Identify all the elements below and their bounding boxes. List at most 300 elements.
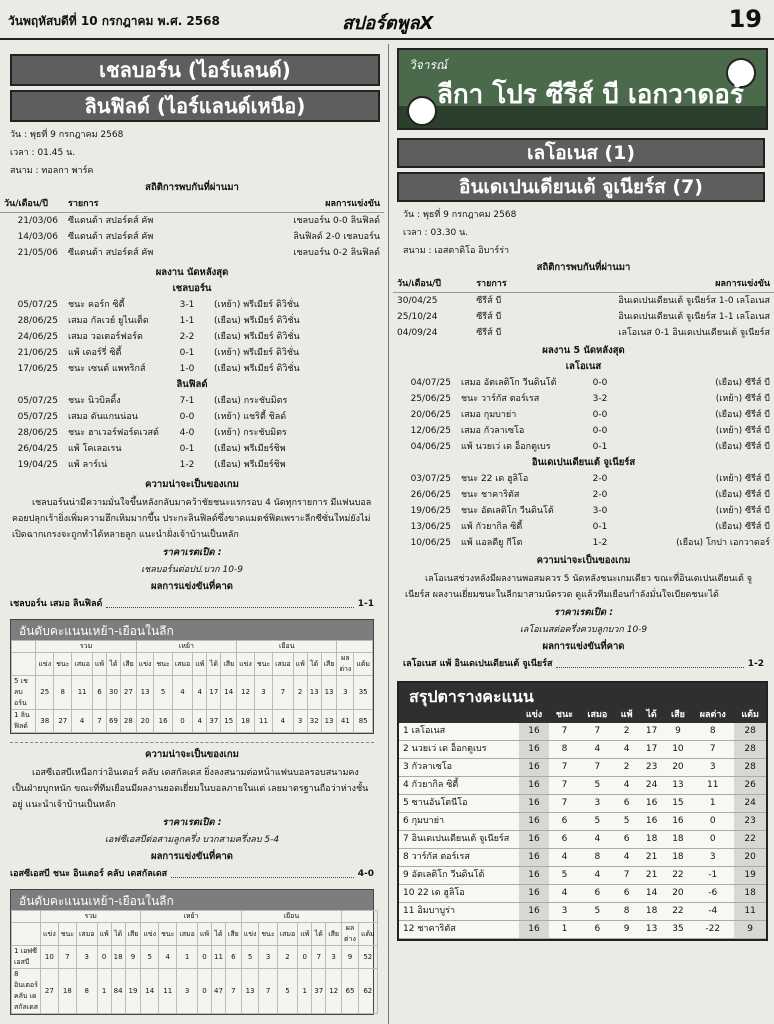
stat-cell: 13 <box>639 921 665 939</box>
column-header: แข่ง <box>36 653 54 676</box>
stat-cell: 7 <box>58 946 76 969</box>
column-header: แต้ม <box>358 923 377 946</box>
form-date: 04/07/25 <box>410 378 451 388</box>
team-name: 9 อัตเลติโก วีนดินโต้ <box>399 867 519 885</box>
analysis-title: ความน่าจะเป็นของเกม <box>145 749 239 760</box>
standings-col-row <box>12 653 373 676</box>
odds-text: เอฟซีเอสบีต่อสามลูกครึ่ง บวกสามครึ่งลบ 5-4 <box>104 835 280 845</box>
form-comp: (เยือน) พรีเมียร์ ดิวิชั่น <box>214 332 300 342</box>
form-comp: (เยือน) พรีเมียร์ชิพ <box>214 460 286 470</box>
standings-col-row <box>12 923 378 946</box>
column-header: เสมอ <box>77 923 97 946</box>
stat-cell: 11 <box>72 676 92 710</box>
blank-cell <box>12 923 41 946</box>
stat-cell: 35 <box>354 676 373 710</box>
form-comp: (เหย้า) กระชับมิตร <box>214 428 287 438</box>
stat-cell: 6 <box>580 921 615 939</box>
stat-cell: 69 <box>107 710 121 733</box>
stat-cell: 0 <box>691 831 734 849</box>
h2h-date: 30/04/25 <box>397 296 438 306</box>
stat-cell: 28 <box>734 759 766 777</box>
stat-cell: 62 <box>358 969 377 1014</box>
stat-cell: 23 <box>734 813 766 831</box>
column-header: ได้ <box>212 923 226 946</box>
column-header: เสีย <box>665 707 692 723</box>
stat-cell: 37 <box>207 710 221 733</box>
group-total: รวม <box>36 641 136 653</box>
blank-cell <box>399 707 519 723</box>
form-result: ชนะ คอร์ก ซิตี้ <box>68 300 125 310</box>
form-result: ชนะ 22 เด ฮูลิโอ <box>461 474 529 484</box>
match-time: เวลา : 03.30 น. <box>403 228 469 238</box>
table-row <box>12 946 378 969</box>
stat-cell: 27 <box>120 676 136 710</box>
stat-cell: 3 <box>549 903 580 921</box>
table-row <box>0 313 384 329</box>
h2h-table <box>393 276 774 341</box>
stat-cell: 16 <box>519 795 549 813</box>
stat-cell: 20 <box>734 849 766 867</box>
analysis-text: เลโอเนสช่วงหลังมีผลงานพอสมควร 5 นัดหลังชนะเกมเดียว ขณะที่อินเดเปนเดียนเต้ จูเนียร์ส ผลงานเยี่ยมชนะในลีกมาสามนัดรวด ดูแล้วทีมเยือนกำลังมั่นใจเบียดชนะได้ <box>405 574 752 600</box>
form-comp: (เหย้า) พรีเมียร์ ดิวิชั่น <box>214 300 300 310</box>
stat-cell: 13 <box>307 676 321 710</box>
odds-title: ราคาเรตเปิด : <box>162 817 222 828</box>
form-comp: (เยือน) ซีรีส์ บี <box>715 410 770 420</box>
form-score: 1-0 <box>179 364 195 374</box>
prediction-score: 1-1 <box>357 599 374 609</box>
stat-cell: 3 <box>580 795 615 813</box>
stat-cell: 8 <box>549 741 580 759</box>
form-result: ชนะ อัตเลติโก วีนดินโต้ <box>461 506 554 516</box>
team-name: 1 เอฟซีเอสบี <box>12 946 41 969</box>
stat-cell: 17 <box>207 676 221 710</box>
stat-cell: 16 <box>519 741 549 759</box>
section-divider <box>10 742 374 743</box>
column-header: เสมอ <box>177 923 197 946</box>
stat-cell: 18 <box>58 969 76 1014</box>
group-home: เหย้า <box>136 641 236 653</box>
stat-cell: 23 <box>639 759 665 777</box>
column-header: เสมอ <box>172 653 192 676</box>
stat-cell: 15 <box>665 795 692 813</box>
stat-cell: 7 <box>580 759 615 777</box>
h2h-result: เชลบอร์น 0-0 ลินฟิลด์ <box>293 216 380 226</box>
page-number: 19 <box>728 5 762 33</box>
stat-cell: 4 <box>193 676 207 710</box>
left-column <box>0 44 384 1024</box>
column-header: แพ้ <box>197 923 211 946</box>
form-comp: (เยือน) พรีเมียร์ ดิวิชั่น <box>214 316 300 326</box>
table-row <box>393 293 774 310</box>
stat-cell: 16 <box>519 831 549 849</box>
stat-cell: 4 <box>549 849 580 867</box>
stat-cell: 8 <box>77 969 97 1014</box>
form-result: แพ้ กัวยากิล ซิตี้ <box>461 522 523 532</box>
column-header: แพ้ <box>193 653 207 676</box>
stat-cell: 4 <box>615 849 639 867</box>
team2-form-name: อินเดเปนเดียนเต้ จูเนียร์ส <box>531 457 636 468</box>
column-header: ชนะ <box>549 707 580 723</box>
table-row <box>0 297 384 313</box>
form-date: 26/04/25 <box>17 444 58 454</box>
column-header: แต้ม <box>354 653 373 676</box>
form-date: 26/06/25 <box>410 490 451 500</box>
form-date: 17/06/25 <box>17 364 58 374</box>
stat-cell: 16 <box>519 759 549 777</box>
stat-cell: 4 <box>615 777 639 795</box>
stat-cell: 19 <box>734 867 766 885</box>
form-score: 2-0 <box>592 490 608 500</box>
odds-title: ราคาเรตเปิด : <box>162 547 222 558</box>
h2h-date: 14/03/06 <box>17 232 58 242</box>
h2h-col-comp: รายการ <box>64 196 223 213</box>
team-name: 4 กัวยากิล ซิตี้ <box>399 777 519 795</box>
stat-cell: 18 <box>665 831 692 849</box>
form-result: แพ้ ลาร์เน่ <box>68 460 108 470</box>
form-comp: (เหย้า) ซีรีส์ บี <box>715 426 770 436</box>
h2h-comp: ซีแตนต้า สปอร์ตส์ คัพ <box>68 232 154 242</box>
h2h-col-date: วัน/เดือน/ปี <box>393 276 472 293</box>
stat-cell: 22 <box>734 831 766 849</box>
stat-cell: 7 <box>549 723 580 741</box>
stat-cell: 11 <box>691 777 734 795</box>
form-comp: (เยือน) พรีเมียร์ชิพ <box>214 444 286 454</box>
prediction <box>0 865 384 883</box>
form-result: ชนะ เซนต์ แพทริกส์ <box>68 364 146 374</box>
stat-cell: 5 <box>615 813 639 831</box>
h2h-header <box>393 276 774 293</box>
form-date: 28/06/25 <box>17 428 58 438</box>
match-info <box>393 206 774 260</box>
team-name: 8 อินเตอร์ คลับ เดสกัลเดส <box>12 969 41 1014</box>
column-header: ได้ <box>312 923 326 946</box>
stat-cell: 6 <box>615 885 639 903</box>
stat-cell: 7 <box>259 969 277 1014</box>
team2-form-table <box>393 471 774 551</box>
stat-cell: 0 <box>197 969 211 1014</box>
table-row <box>393 439 774 455</box>
stat-cell: 14 <box>141 969 159 1014</box>
table-row <box>399 795 766 813</box>
stat-cell: 85 <box>354 710 373 733</box>
prediction <box>0 595 384 613</box>
column-divider <box>388 44 389 1024</box>
form-result: ชนะ วาร์กัส ตอร์เรส <box>461 394 540 404</box>
prediction <box>393 655 774 673</box>
stat-cell: 5 <box>154 676 172 710</box>
stat-cell: 5 <box>580 777 615 795</box>
stat-cell: 20 <box>665 759 692 777</box>
analysis-text: เอสซีเอสบีเหนือกว่าอินเตอร์ คลับ เดสกัลเดส ยิ่งลงสนามต่อหน้าแฟนบอลรอบสนามคงเป็นฝ่ายบุกหนัก ขณะที่ทีมเยือนมีผลงานยอดเยี่ยมในบอลภายในแต่ เลยมาตรฐานถือว่าห่างชั้นอยู่ แนะนำเจ้าบ้านเป็นหลัก <box>12 768 369 810</box>
team2-form-table <box>0 393 384 473</box>
table-row <box>0 229 384 245</box>
form-comp: (เยือน) ซีรีส์ บี <box>715 378 770 388</box>
column-header: แข่ง <box>136 653 154 676</box>
stat-cell: 30 <box>107 676 121 710</box>
blank-cell <box>337 641 373 653</box>
column-header: แข่ง <box>241 923 259 946</box>
form-comp: (เหย้า) ซีรีส์ บี <box>715 506 770 516</box>
form-score: 0-0 <box>179 412 195 422</box>
standings-table <box>11 640 373 733</box>
team-name: 6 กุมบาย่า <box>399 813 519 831</box>
stat-cell: 6 <box>580 885 615 903</box>
stat-cell: 6 <box>225 946 241 969</box>
table-row <box>399 723 766 741</box>
table-row <box>399 921 766 939</box>
stat-cell: 25 <box>36 676 54 710</box>
stat-cell: 18 <box>639 903 665 921</box>
stat-cell: -6 <box>691 885 734 903</box>
league-standings-box <box>10 619 374 734</box>
stat-cell: 11 <box>254 710 272 733</box>
stat-cell: 3 <box>337 676 354 710</box>
stat-cell: 4 <box>172 676 192 710</box>
column-header: ชนะ <box>159 923 177 946</box>
h2h-comp: ซีแตนต้า สปอร์ตส์ คัพ <box>68 216 154 226</box>
stat-cell: 16 <box>519 777 549 795</box>
h2h-comp: ซีรีส์ บี <box>476 328 502 338</box>
team1-form-table <box>0 297 384 377</box>
stat-cell: 8 <box>54 676 72 710</box>
form-date: 21/06/25 <box>17 348 58 358</box>
stat-cell: 1 <box>177 946 197 969</box>
stat-cell: 16 <box>519 885 549 903</box>
team-name: 1 เลโอเนส <box>399 723 519 741</box>
team1-form-name: เชลบอร์น <box>172 283 212 294</box>
stat-cell: 4 <box>580 867 615 885</box>
h2h-result: อินเดเปนเดียนเต้ จูเนียร์ส 1-1 เลโอเนส <box>618 312 770 322</box>
column-header: เสมอ <box>273 653 293 676</box>
team-name: 8 วาร์กัส ตอร์เรส <box>399 849 519 867</box>
stat-cell: 4 <box>159 946 177 969</box>
stat-cell: 5 <box>580 903 615 921</box>
stat-cell: 20 <box>665 885 692 903</box>
form-result: เสมอ ดันแกนน่อน <box>68 412 138 422</box>
stat-cell: 16 <box>639 795 665 813</box>
table-row <box>393 535 774 551</box>
table-row <box>0 213 384 230</box>
table-row <box>0 245 384 261</box>
dotted-leader <box>106 595 353 608</box>
stat-cell: 3 <box>254 676 272 710</box>
form-result: แพ้ นวยเว่ เด อ็อกตูเบร <box>461 442 551 452</box>
h2h-result: เลโอเนส 0-1 อินเดเปนเดียนเต้ จูเนียร์ส <box>618 328 770 338</box>
table-row <box>393 309 774 325</box>
stat-cell: 4 <box>549 885 580 903</box>
standings-table <box>11 910 378 1014</box>
stat-cell: 16 <box>519 723 549 741</box>
stat-cell: 10 <box>665 741 692 759</box>
h2h-comp: ซีแตนต้า สปอร์ตส์ คัพ <box>68 248 154 258</box>
stat-cell: 84 <box>111 969 125 1014</box>
stat-cell: 3 <box>691 759 734 777</box>
column-header: แพ้ <box>92 653 106 676</box>
stat-cell: 19 <box>125 969 141 1014</box>
form-score: 0-0 <box>592 426 608 436</box>
form-score: 0-1 <box>592 522 608 532</box>
stat-cell: 14 <box>639 885 665 903</box>
blank-cell <box>12 653 36 676</box>
match-venue: สนาม : ทอลกา พาร์ค <box>10 166 94 176</box>
stat-cell: 7 <box>549 777 580 795</box>
table-row <box>399 759 766 777</box>
match-date: วัน : พุธที่ 9 กรกฎาคม 2568 <box>10 130 124 140</box>
form-date: 12/06/25 <box>410 426 451 436</box>
column-header: แพ้ <box>298 923 312 946</box>
table-row <box>399 849 766 867</box>
group-total: รวม <box>41 911 141 923</box>
stat-cell: 7 <box>580 723 615 741</box>
stat-cell: 8 <box>615 903 639 921</box>
stat-cell: 1 <box>549 921 580 939</box>
stat-cell: 9 <box>342 946 359 969</box>
table-row <box>399 885 766 903</box>
team-name: 10 22 เด ฮูลิโอ <box>399 885 519 903</box>
stat-cell: 18 <box>734 885 766 903</box>
stat-cell: 18 <box>111 946 125 969</box>
standings-group-row <box>12 641 373 653</box>
form-comp: (เหย้า) ซีรีส์ บี <box>715 474 770 484</box>
page-header <box>0 0 774 40</box>
form-date: 05/07/25 <box>17 300 58 310</box>
table-row <box>0 409 384 425</box>
team-name: 5 เชลบอร์น <box>12 676 36 710</box>
league-hero-banner <box>397 48 768 130</box>
column-header: แต้ม <box>734 707 766 723</box>
stat-cell: 13 <box>321 676 337 710</box>
h2h-date: 25/10/24 <box>397 312 438 322</box>
stat-cell: 13 <box>136 676 154 710</box>
table-row <box>0 393 384 409</box>
form-date: 28/06/25 <box>17 316 58 326</box>
stat-cell: -1 <box>691 867 734 885</box>
h2h-comp: ซีรีส์ บี <box>476 296 502 306</box>
away-team-banner: ลินฟิลด์ (ไอร์แลนด์เหนือ) <box>10 90 380 122</box>
stat-cell: 65 <box>342 969 359 1014</box>
stat-cell: 6 <box>615 795 639 813</box>
form-score: 2-0 <box>592 474 608 484</box>
stat-cell: 10 <box>41 946 59 969</box>
stat-cell: 7 <box>92 710 106 733</box>
h2h-comp: ซีรีส์ บี <box>476 312 502 322</box>
team-name: 11 อิมบาบูร่า <box>399 903 519 921</box>
column-header: เสีย <box>321 653 337 676</box>
stat-cell: 18 <box>665 849 692 867</box>
form-score: 3-1 <box>179 300 195 310</box>
stat-cell: 52 <box>358 946 377 969</box>
stat-cell: 0 <box>172 710 192 733</box>
form-score: 1-2 <box>179 460 195 470</box>
table-row <box>393 519 774 535</box>
stat-cell: 5 <box>241 946 259 969</box>
analysis-text: เชลบอร์นน่ามีความมั่นใจขึ้นหลังกลับมาคว้าชัยชนะแรกรอบ 4 นัดทุกรายการ มีแฟนบอลคอยปลุกเร้ายิ่งเพิ่มความฮึกเหิมมากขึ้น ประกะลินฟิลด์ซึ่งขาดแมตช์ฟิตเพราะลีกซีซั่นใหม่ยังไม่เปิดฉากเกรงจะถูกทำได้หลายลูก แนะนำฝั่งเจ้าบ้านเป็นหลัก <box>12 498 372 540</box>
stat-cell: 1 <box>691 795 734 813</box>
form-comp: (เยือน) พรีเมียร์ ดิวิชั่น <box>214 364 300 374</box>
prediction-text: เอสซีเอสบี ชนะ อินเตอร์ คลับ เดสกัลเดส <box>10 869 168 879</box>
h2h-date: 04/09/24 <box>397 328 438 338</box>
column-header: เสมอ <box>72 653 92 676</box>
column-header: ได้ <box>307 653 321 676</box>
stat-cell: -22 <box>691 921 734 939</box>
football-icon <box>407 96 437 126</box>
stat-cell: 3 <box>691 849 734 867</box>
table-row <box>393 487 774 503</box>
form-result: แพ้ แอลดียู กีโต <box>461 538 523 548</box>
stat-cell: 12 <box>237 676 255 710</box>
team1-form-name: เลโอเนส <box>565 361 602 372</box>
standings-title: อันดับคะแนนเหย้า-เยือนในลีก <box>11 620 373 640</box>
stat-cell: 14 <box>221 676 237 710</box>
h2h-result: เชลบอร์น 0-2 ลินฟิลด์ <box>293 248 380 258</box>
form-result: เสมอ กุมบาย่า <box>461 410 517 420</box>
stat-cell: 7 <box>273 676 293 710</box>
stat-cell: 7 <box>549 795 580 813</box>
stat-cell: 35 <box>665 921 692 939</box>
blank-cell <box>12 911 41 923</box>
h2h-col-result: ผลการแข่งขัน <box>223 196 384 213</box>
column-header: ผลต่าง <box>342 923 359 946</box>
stat-cell: 8 <box>691 723 734 741</box>
column-header: ผลต่าง <box>337 653 354 676</box>
home-team-banner: เลโอเนส (1) <box>397 138 765 168</box>
stat-cell: 24 <box>734 795 766 813</box>
table-row <box>393 325 774 341</box>
issue-date: วันพฤหัสบดีที่ 10 กรกฎาคม พ.ศ. 2568 <box>8 14 220 28</box>
stat-cell: 6 <box>615 831 639 849</box>
stat-cell: 0 <box>97 946 111 969</box>
stat-cell: 15 <box>221 710 237 733</box>
stat-cell: 0 <box>298 946 312 969</box>
group-home: เหย้า <box>141 911 241 923</box>
stat-cell: 16 <box>519 921 549 939</box>
stat-cell: 22 <box>665 903 692 921</box>
column-header: ได้ <box>207 653 221 676</box>
stat-cell: 17 <box>639 723 665 741</box>
column-header: แพ้ <box>97 923 111 946</box>
stat-cell: 20 <box>136 710 154 733</box>
stat-cell: 5 <box>549 867 580 885</box>
stat-cell: 24 <box>639 777 665 795</box>
group-away: เยือน <box>241 911 341 923</box>
standings-group-row <box>12 911 378 923</box>
stat-cell: 4 <box>580 741 615 759</box>
stat-cell: 9 <box>615 921 639 939</box>
stat-cell: 2 <box>615 759 639 777</box>
form-score: 0-1 <box>179 348 195 358</box>
form-date: 05/07/25 <box>17 396 58 406</box>
stat-cell: 47 <box>212 969 226 1014</box>
form-date: 19/06/25 <box>410 506 451 516</box>
stat-cell: 6 <box>549 813 580 831</box>
form-date: 19/04/25 <box>17 460 58 470</box>
league-title: ลีกา โปร ซีรีส์ บี เอกวาดอร์ <box>437 80 744 110</box>
form-result: ชนะ ฮาเวอร์ฟอร์ดเวสต์ <box>68 428 159 438</box>
table-row <box>0 361 384 377</box>
stat-cell: 38 <box>36 710 54 733</box>
stat-cell: 22 <box>665 867 692 885</box>
column-header: ผลต่าง <box>691 707 734 723</box>
form-comp: (เหย้า) ซีรีส์ บี <box>715 394 770 404</box>
stat-cell: 32 <box>307 710 321 733</box>
right-column <box>393 44 774 1024</box>
analysis-title: ความน่าจะเป็นของเกม <box>145 479 239 490</box>
table-row <box>12 676 373 710</box>
form-comp: (เหย้า) แชริตี้ ชิลด์ <box>214 412 287 422</box>
table-row <box>399 831 766 849</box>
match-date: วัน : พุธที่ 9 กรกฎาคม 2568 <box>403 210 517 220</box>
stat-cell: 5 <box>580 813 615 831</box>
